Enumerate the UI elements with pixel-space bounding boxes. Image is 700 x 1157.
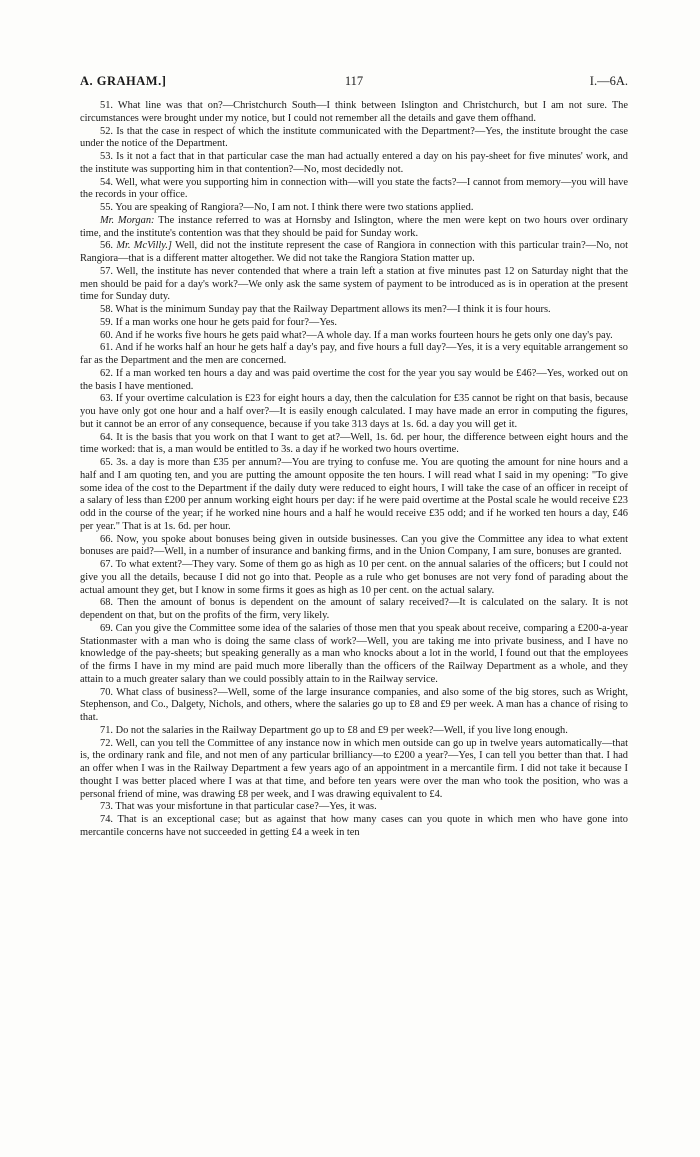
question-number: 55. xyxy=(100,202,113,213)
paragraph-text: It is the basis that you work on that I want to get at?—Well, 1s. 6d. per hour, the difference between eight hours and the time worked: that is, a man would be entitled to 3s. a day if he worked two hours overtime. xyxy=(80,431,628,456)
paragraph-text: What is the minimum Sunday pay that the Railway Department allows its men?—I think it is four hours. xyxy=(115,304,551,315)
paragraph-text: Is it not a fact that in that particular case the man had actually entered a day on his pay-sheet for five minutes' work, and the institute was supporting him in that contention?—No, most decidedly not. xyxy=(80,151,628,175)
testimony-paragraph xyxy=(80,202,628,215)
testimony-paragraph xyxy=(80,317,628,330)
document-reference: I.—6A. xyxy=(589,74,628,88)
testimony-paragraph xyxy=(80,177,628,203)
paragraph-text: Well, can you tell the Committee of any instance now in which men outside can go up in twelve years automatically—that is, the ordinary rank and file, and not men of any particular brilliancy—to £200 a year?—Yes, I can tell you better than that. I had an offer when I was in the Railway Department a few years ago of an appointment in a mercantile firm. I did not take it because I thought I was better placed where I was at that time, and before ten years were over the man who took the position, who was a personal friend of mine, was drawing £8 per week, and I was drawing equivalent to £4. xyxy=(80,737,628,800)
question-number: 70. xyxy=(100,686,113,698)
testimony-paragraph xyxy=(80,215,628,241)
testimony-paragraph xyxy=(80,534,628,560)
question-number: 67. xyxy=(100,559,113,570)
paragraph-text: And if he works five hours he gets paid what?—A whole day. If a man works fourteen hours he gets only one day's pay. xyxy=(115,329,613,341)
question-number: 69. xyxy=(100,622,113,634)
speaker-name: Mr. Morgan: xyxy=(100,214,155,226)
question-number: 59. xyxy=(100,316,113,328)
question-number: 60. xyxy=(100,329,113,341)
testimony-paragraph xyxy=(80,368,628,394)
page-header xyxy=(80,74,628,92)
question-number: 66. xyxy=(100,533,113,545)
paragraph-text: 3s. a day is more than £35 per annum?—You are trying to confuse me. You are quoting the amount for nine hours and a half and I am quoting ten, and you are putting the amount opposite the ten hours. I will read what I said in my opening: "To give some idea of the cost to the Department if the daily duty were reduced to eight hours, I will take the case of an officer in receipt of a salary of less than £200 per annum working eight hours per day: if he were paid overtime at the Postal scale he would receive £23 odd in the course of the year; if he worked nine hours and a half he would receive £35 odd; and if he worked ten hours a day, £46 per year." That is at 1s. 6d. per hour. xyxy=(80,457,628,532)
question-number: 68. xyxy=(100,597,113,609)
paragraph-text: And if he works half an hour he gets half a day's pay, and five hours a full day?—Yes, it is a very equitable arrangement so far as the Department and the men are concerned. xyxy=(80,342,628,366)
testimony-paragraph xyxy=(80,432,628,458)
testimony-paragraph xyxy=(80,457,628,534)
testimony-paragraph xyxy=(80,623,628,687)
header-witness-name: A. GRAHAM.] xyxy=(80,74,167,88)
paragraph-text: To what extent?—They vary. Some of them go as high as 10 per cent. on the annual salaries of the officers; but I could not give you all the details, because I did not go into that. People as a rule who get bonuses are not very fond of parading about the actual amount they get, but I know in some firms it goes as high as 10 per cent. on the actual salary. xyxy=(80,559,628,596)
question-number: 64. xyxy=(100,431,113,443)
question-number: 74. xyxy=(100,814,113,825)
question-number: 72. xyxy=(100,737,113,749)
testimony-paragraph xyxy=(80,240,628,266)
paragraph-text: Do not the salaries in the Railway Department go up to £8 and £9 per week?—Well, if you live long enough. xyxy=(115,724,568,736)
paragraph-text: If a man works one hour he gets paid for four?—Yes. xyxy=(115,316,338,328)
speaker-name: Mr. McVilly.] xyxy=(116,240,172,252)
paragraph-text: If a man worked ten hours a day and was paid overtime the cost for the year you say would be £46?—Yes, worked out on the basis I have mentioned. xyxy=(80,367,628,392)
testimony-paragraph xyxy=(80,330,628,343)
testimony-paragraph xyxy=(80,304,628,317)
testimony-paragraph xyxy=(80,126,628,152)
paragraph-text: That is an exceptional case; but as against that how many cases can you quote in which men who have gone into mercantile concerns have not succeeded in getting £4 a week in ten xyxy=(80,814,628,838)
paragraph-text: The instance referred to was at Hornsby and Islington, where the men were kept on two hours over ordinary time, and the institute's contention was that they should be paid for Sunday work. xyxy=(80,214,628,239)
question-number: 51. xyxy=(100,100,113,111)
question-number: 52. xyxy=(100,125,113,137)
question-number: 58. xyxy=(100,304,113,315)
paragraph-text: Well, what were you supporting him in connection with—will you state the facts?—I cannot from memory—you will have the records in your office. xyxy=(80,176,628,201)
paragraph-text: What class of business?—Well, some of the large insurance companies, and also some of the big stores, such as Wright, Stephenson, and Co., Dalgety, Nichols, and others, where the salaries go up to £8 and £9 per week. A man has a chance of rising to that. xyxy=(80,686,628,723)
paragraph-text: Is that the case in respect of which the institute communicated with the Department?—Yes, the institute brought the case under the notice of the Department. xyxy=(80,125,628,150)
testimony-paragraph xyxy=(80,393,628,431)
paragraph-text: Can you give the Committee some idea of the salaries of those men that you speak about receive, comparing a £200-a-year Stationmaster with a man who is doing the same class of work?—Well, you are taking me into private business, and I have no knowledge of the pay-sheets; but speaking generally as a man who knocks about a lot in the world, I found out that the employees of the firms I have in my mind are paid much more liberally than the officers of the Railway Department as a whole, and they attain to a much greater salary than we could possibly attain to in the Railway service. xyxy=(80,622,628,685)
testimony-paragraph xyxy=(80,559,628,597)
testimony-paragraph xyxy=(80,151,628,177)
testimony-paragraph xyxy=(80,687,628,725)
testimony-paragraph xyxy=(80,342,628,368)
question-number: 61. xyxy=(100,342,113,354)
testimony-paragraph xyxy=(80,597,628,623)
testimony-paragraph xyxy=(80,100,628,126)
testimony-paragraph xyxy=(80,725,628,738)
question-number: 71. xyxy=(100,724,113,736)
testimony-paragraph xyxy=(80,814,628,840)
question-number: 63. xyxy=(100,393,113,405)
paragraph-text: Well, the institute has never contended that where a train left a station at five minutes past 12 on Saturday night that the men should be paid for a day's work?—We only ask the same system of payment to be introduced as is in operation at the present time for Sunday duty. xyxy=(80,265,628,303)
paragraph-text: If your overtime calculation is £23 for eight hours a day, then the calculation for £35 cannot be right on that basis, because you have only got one hour and a half over?—It is easily enough calculated. I may have made an error in computing the figures, but it cannot be an error of any consequence, because if you take 313 days at 1s. 6d. a day you will get it. xyxy=(80,393,628,430)
question-number: 73. xyxy=(100,801,113,813)
testimony-paragraph xyxy=(80,801,628,814)
paragraph-text: You are speaking of Rangiora?—No, I am not. I think there were two stations applied. xyxy=(115,202,474,213)
question-number: 56. xyxy=(100,240,113,252)
paragraph-text: What line was that on?—Christchurch South—I think between Islington and Christchurch, but I am not sure. The circumstances were brought under my notice, but I could not remember all the details and gave them offhand. xyxy=(80,100,628,124)
page-number: 117 xyxy=(344,74,364,88)
paragraph-text: Then the amount of bonus is dependent on the amount of salary received?—It is calculated on the salary. It is not dependent on that, but on the profits of the firm, very likely. xyxy=(80,597,629,621)
testimony-paragraph xyxy=(80,266,628,304)
question-number: 57. xyxy=(100,265,113,277)
question-number: 54. xyxy=(100,176,113,188)
question-number: 62. xyxy=(100,367,113,379)
paragraph-text: That was your misfortune in that particular case?—Yes, it was. xyxy=(115,801,377,813)
question-number: 65. xyxy=(100,457,113,468)
paragraph-text: Now, you spoke about bonuses being given in outside businesses. Can you give the Committee any idea to what extent bonuses are paid?—Well, in a number of insurance and banking firms, and in the Union Company, I am sure, bonuses are granted. xyxy=(80,533,628,558)
paragraph-text: Well, did not the institute represent the case of Rangiora in connection with this particular train?—No, not Rangiora—that is a different matter altogether. We did not take the Rangiora Station matter up. xyxy=(80,240,628,264)
question-number: 53. xyxy=(100,151,113,162)
testimony-paragraph xyxy=(80,738,628,802)
testimony-body xyxy=(80,100,628,840)
